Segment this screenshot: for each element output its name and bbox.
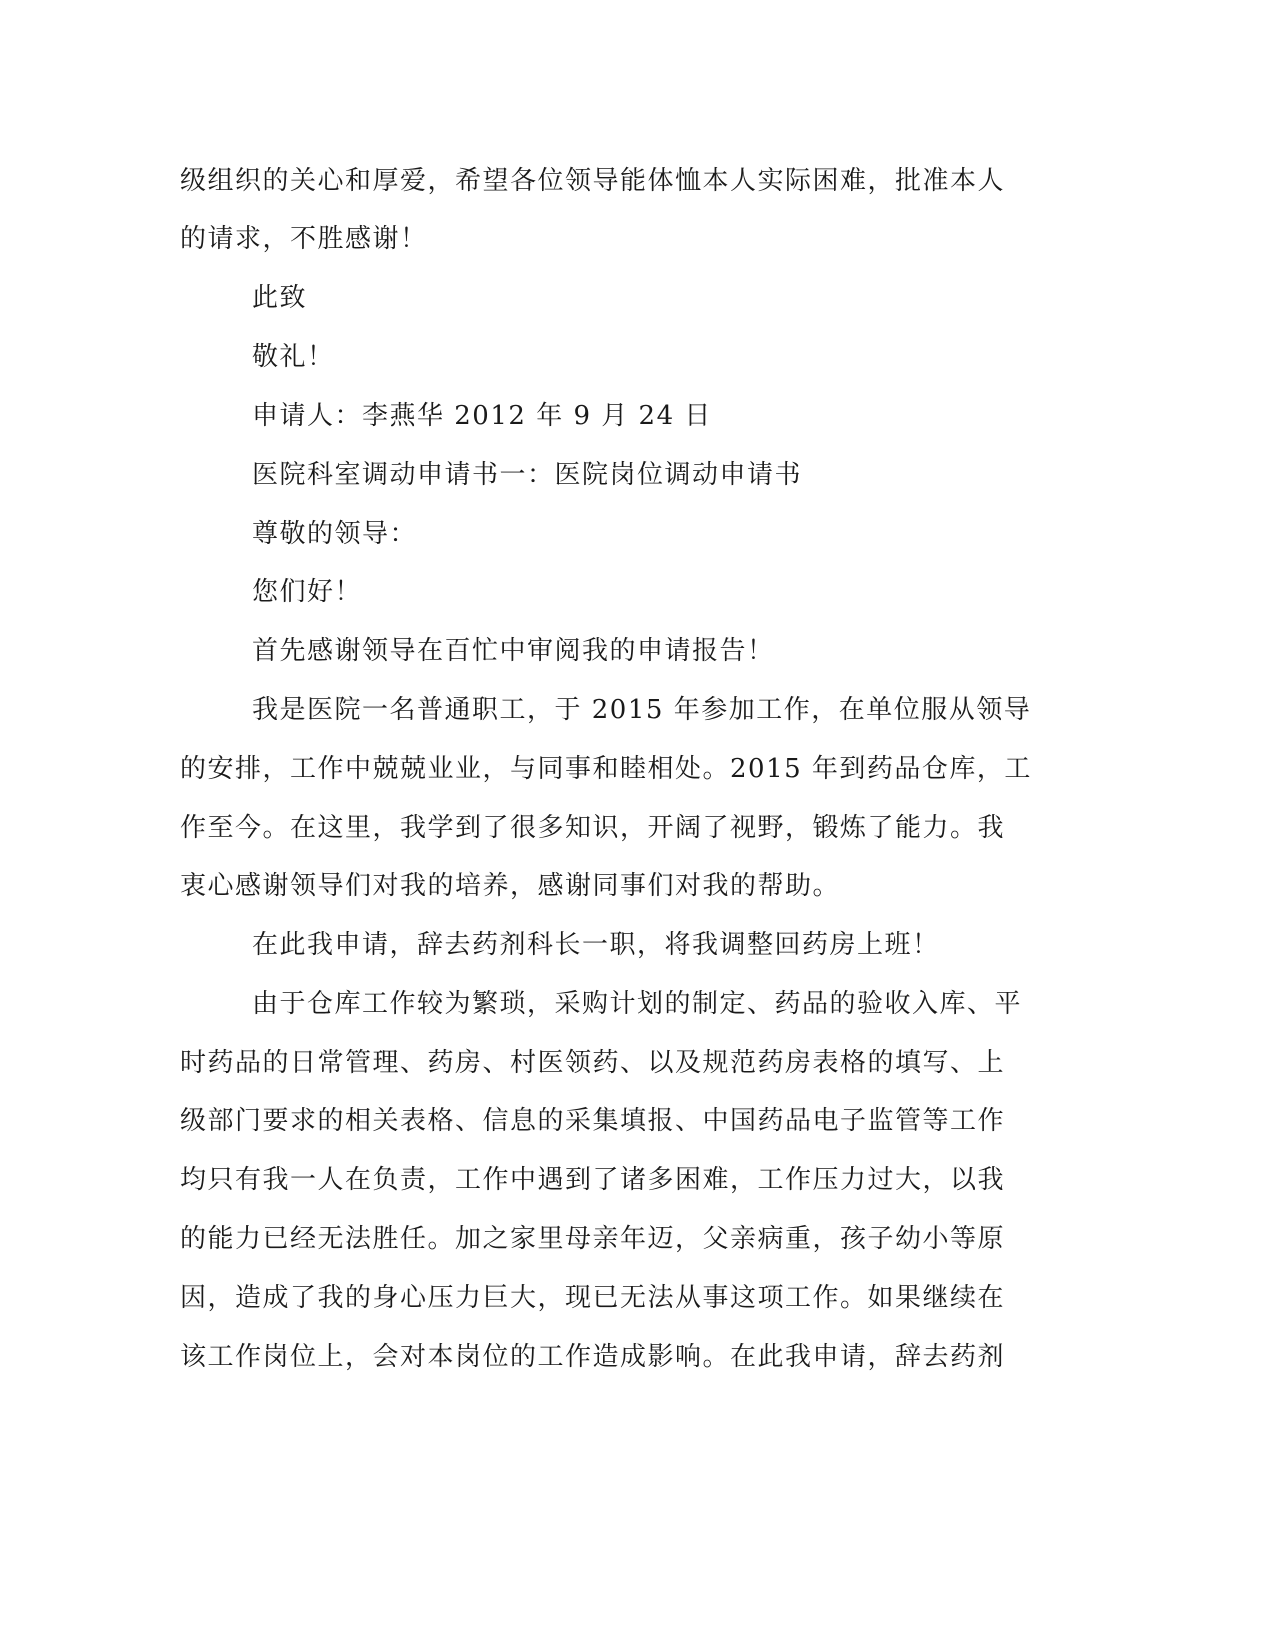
paragraph-line: 在此我申请，辞去药剂科长一职，将我调整回药房上班！ — [252, 930, 940, 960]
paragraph-line: 的能力已经无法胜任。加之家里母亲年迈，父亲病重，孩子幼小等原 — [180, 1224, 1006, 1254]
paragraph-line: 该工作岗位上，会对本岗位的工作造成影响。在此我申请，辞去药剂 — [180, 1342, 1006, 1372]
paragraph-line: 作至今。在这里，我学到了很多知识，开阔了视野，锻炼了能力。我 — [180, 813, 1006, 843]
paragraph-line: 级部门要求的相关表格、信息的采集填报、中国药品电子监管等工作 — [180, 1106, 1006, 1136]
paragraph-line: 的请求，不胜感谢！ — [180, 224, 428, 254]
closing-salutation: 此致 — [252, 283, 308, 313]
paragraph-line: 由于仓库工作较为繁琐，采购计划的制定、药品的验收入库、平 — [252, 989, 1023, 1019]
paragraph-line: 均只有我一人在负责，工作中遇到了诸多困难，工作压力过大，以我 — [180, 1165, 1006, 1195]
closing-regards: 敬礼！ — [252, 342, 335, 372]
paragraph-line: 因，造成了我的身心压力巨大，现已无法从事这项工作。如果继续在 — [180, 1283, 1006, 1313]
salutation: 尊敬的领导： — [252, 519, 418, 549]
paragraph-line: 衷心感谢领导们对我的培养，感谢同事们对我的帮助。 — [180, 871, 841, 901]
signature-line: 申请人：李燕华 2012 年 9 月 24 日 — [252, 401, 712, 431]
paragraph-line: 时药品的日常管理、药房、村医领药、以及规范药房表格的填写、上 — [180, 1048, 1006, 1078]
paragraph-line: 的安排，工作中兢兢业业，与同事和睦相处。2015 年到药品仓库，工 — [180, 754, 1032, 784]
section-title: 医院科室调动申请书一：医院岗位调动申请书 — [252, 460, 803, 490]
paragraph-line: 首先感谢领导在百忙中审阅我的申请报告！ — [252, 636, 775, 666]
paragraph-line: 我是医院一名普通职工，于 2015 年参加工作，在单位服从领导 — [252, 695, 1032, 725]
paragraph-line: 级组织的关心和厚爱，希望各位领导能体恤本人实际困难，批准本人 — [180, 166, 1006, 196]
greeting: 您们好！ — [252, 577, 363, 607]
